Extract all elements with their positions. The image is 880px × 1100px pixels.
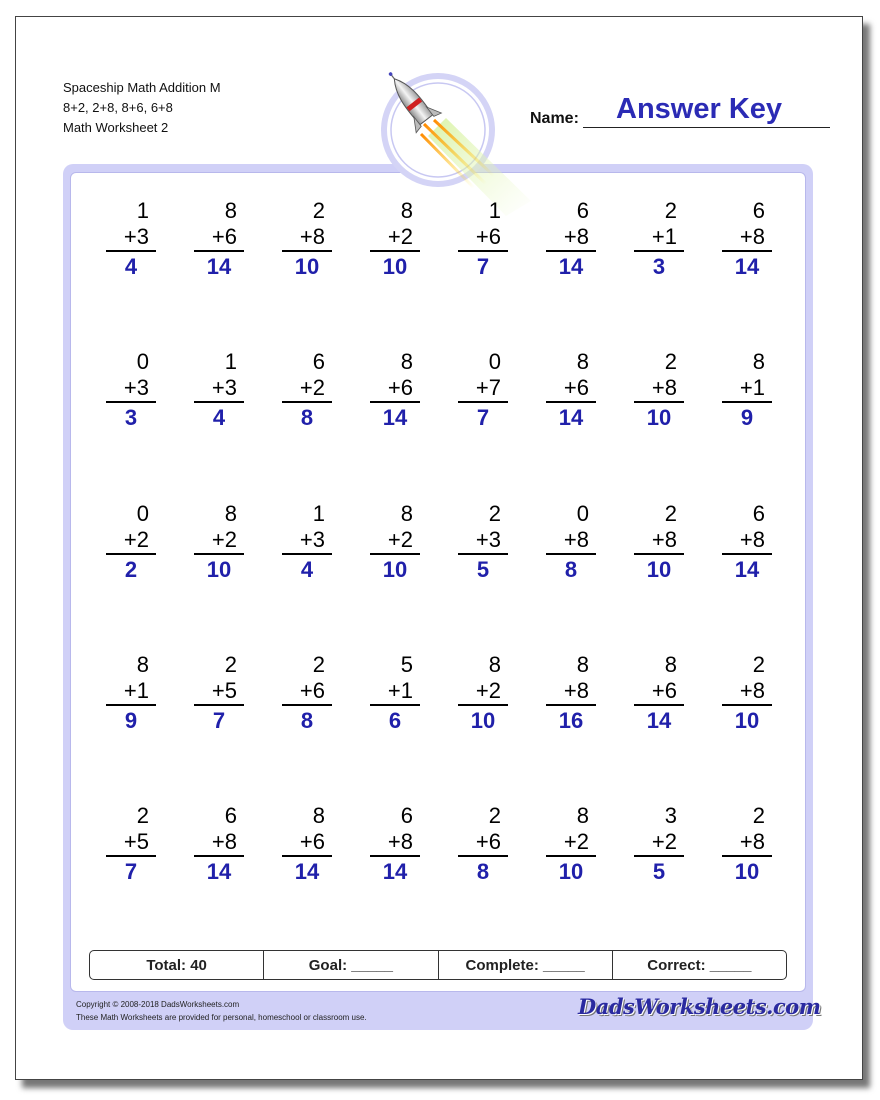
worksheet-header [63, 78, 221, 138]
problem-item [634, 803, 684, 887]
answer: 14 [294, 859, 320, 884]
addend-bottom: +8 [299, 224, 325, 249]
worksheet-number: Math Worksheet 2 [63, 120, 169, 135]
worksheet-title: Spaceship Math Addition M [63, 80, 221, 95]
addend-bottom: +8 [739, 829, 765, 854]
addend-bottom: +8 [651, 527, 677, 552]
problem-item [546, 803, 596, 887]
addend-bottom: +8 [563, 527, 589, 552]
addend-top: 8 [488, 652, 501, 677]
problem-item [458, 349, 508, 433]
problem-item [194, 349, 244, 433]
addend-bottom: +2 [387, 224, 413, 249]
addend-top: 0 [576, 501, 589, 526]
answer: 14 [646, 708, 672, 733]
problem-item [370, 501, 420, 585]
name-underline [583, 127, 830, 128]
addend-top: 3 [664, 803, 677, 828]
addend-bottom: +3 [211, 375, 237, 400]
answer: 3 [652, 254, 666, 279]
addend-bottom: +8 [563, 224, 589, 249]
problem-item [722, 803, 772, 887]
problem-item [282, 803, 332, 887]
addend-bottom: +6 [475, 224, 501, 249]
addend-top: 1 [312, 501, 325, 526]
addend-bottom: +2 [123, 527, 149, 552]
addend-top: 6 [576, 198, 589, 223]
problem-item [282, 349, 332, 433]
problem-item [370, 198, 420, 282]
addend-top: 6 [312, 349, 325, 374]
answer: 14 [558, 254, 584, 279]
problem-item [370, 803, 420, 887]
addend-top: 0 [136, 349, 149, 374]
worksheet-facts: 8+2, 2+8, 8+6, 6+8 [63, 100, 173, 115]
addend-bottom: +1 [651, 224, 677, 249]
addend-bottom: +6 [299, 829, 325, 854]
answer: 10 [206, 557, 232, 582]
addend-bottom: +3 [123, 224, 149, 249]
addend-top: 8 [752, 349, 765, 374]
addend-top: 2 [312, 198, 325, 223]
addend-top: 8 [224, 501, 237, 526]
problem-item [282, 652, 332, 736]
addend-bottom: +3 [475, 527, 501, 552]
problem-item [722, 349, 772, 433]
answer: 7 [212, 708, 226, 733]
answer: 8 [300, 708, 314, 733]
problem-item [370, 349, 420, 433]
addend-top: 8 [400, 198, 413, 223]
answer: 2 [124, 557, 138, 582]
answer: 10 [382, 254, 408, 279]
addend-bottom: +6 [651, 678, 677, 703]
addend-top: 2 [488, 501, 501, 526]
problem-item [106, 198, 156, 282]
addend-bottom: +2 [651, 829, 677, 854]
problem-item [194, 198, 244, 282]
addend-bottom: +8 [211, 829, 237, 854]
addend-bottom: +3 [123, 375, 149, 400]
answer: 10 [646, 405, 672, 430]
addend-bottom: +6 [475, 829, 501, 854]
answer: 6 [388, 708, 402, 733]
answer: 7 [124, 859, 138, 884]
problem-item [370, 652, 420, 736]
answer: 3 [124, 405, 138, 430]
answer: 14 [206, 859, 232, 884]
addend-bottom: +6 [211, 224, 237, 249]
problem-item [458, 803, 508, 887]
addend-bottom: +8 [739, 224, 765, 249]
addend-top: 2 [312, 652, 325, 677]
score-bar [89, 950, 787, 980]
addend-bottom: +8 [563, 678, 589, 703]
answer: 9 [124, 708, 138, 733]
addend-top: 8 [664, 652, 677, 677]
addend-top: 2 [664, 198, 677, 223]
copyright-notice [76, 998, 367, 1024]
answer: 10 [382, 557, 408, 582]
addend-top: 8 [576, 349, 589, 374]
problem-item [458, 501, 508, 585]
answer-key-text: Answer Key [616, 93, 783, 125]
addend-top: 8 [576, 652, 589, 677]
problem-item [634, 349, 684, 433]
answer: 8 [300, 405, 314, 430]
answer: 10 [734, 859, 760, 884]
addend-top: 2 [224, 652, 237, 677]
addend-top: 2 [752, 652, 765, 677]
addend-bottom: +5 [123, 829, 149, 854]
addend-top: 8 [576, 803, 589, 828]
problem-item [106, 803, 156, 887]
answer: 4 [212, 405, 226, 430]
answer: 9 [740, 405, 754, 430]
problem-item [546, 652, 596, 736]
problem-item [458, 198, 508, 282]
addend-bottom: +8 [387, 829, 413, 854]
problem-item [106, 501, 156, 585]
usage-notice: These Math Worksheets are provided for personal, homeschool or classroom use. [76, 1013, 367, 1022]
problem-item [634, 198, 684, 282]
total-cell: Total: 40 [90, 951, 264, 979]
problem-item [722, 652, 772, 736]
addend-bottom: +1 [123, 678, 149, 703]
problem-item [194, 652, 244, 736]
answer: 14 [382, 859, 408, 884]
problem-item [546, 501, 596, 585]
addend-bottom: +6 [563, 375, 589, 400]
addend-top: 6 [400, 803, 413, 828]
answer: 14 [206, 254, 232, 279]
addend-bottom: +2 [299, 375, 325, 400]
answer: 10 [646, 557, 672, 582]
answer: 14 [734, 557, 760, 582]
addend-top: 2 [488, 803, 501, 828]
problem-item [722, 501, 772, 585]
problem-item [194, 803, 244, 887]
addend-bottom: +8 [739, 527, 765, 552]
answer: 4 [300, 557, 314, 582]
goal-cell: Goal: _____ [264, 951, 438, 979]
answer: 14 [382, 405, 408, 430]
addend-bottom: +5 [211, 678, 237, 703]
answer: 14 [734, 254, 760, 279]
problem-item [282, 501, 332, 585]
problem-item [194, 501, 244, 585]
addend-top: 8 [400, 501, 413, 526]
addend-bottom: +1 [387, 678, 413, 703]
addend-bottom: +2 [563, 829, 589, 854]
answer: 10 [558, 859, 584, 884]
addend-top: 8 [136, 652, 149, 677]
addend-top: 6 [752, 501, 765, 526]
name-label: Name: [530, 110, 579, 127]
addend-top: 8 [224, 198, 237, 223]
addend-top: 6 [224, 803, 237, 828]
answer: 10 [470, 708, 496, 733]
addend-bottom: +1 [739, 375, 765, 400]
answer: 4 [124, 254, 138, 279]
addend-top: 1 [488, 198, 501, 223]
addend-top: 0 [136, 501, 149, 526]
problem-item [546, 198, 596, 282]
problem-item [106, 349, 156, 433]
complete-cell: Complete: _____ [439, 951, 613, 979]
addend-bottom: +2 [211, 527, 237, 552]
addend-top: 0 [488, 349, 501, 374]
answer: 7 [476, 405, 490, 430]
addend-top: 5 [400, 652, 413, 677]
addend-bottom: +2 [475, 678, 501, 703]
problem-item [458, 652, 508, 736]
site-logo: DadsWorksheets.com [578, 994, 821, 1019]
answer: 5 [476, 557, 490, 582]
addend-bottom: +7 [475, 375, 501, 400]
addend-bottom: +8 [739, 678, 765, 703]
problem-item [546, 349, 596, 433]
problem-item [282, 198, 332, 282]
copyright-text: Copyright © 2008-2018 DadsWorksheets.com [76, 1000, 240, 1009]
problem-item [106, 652, 156, 736]
problem-item [634, 652, 684, 736]
addend-bottom: +6 [299, 678, 325, 703]
answer: 10 [294, 254, 320, 279]
addend-bottom: +6 [387, 375, 413, 400]
addend-top: 1 [136, 198, 149, 223]
answer: 14 [558, 405, 584, 430]
addend-top: 8 [400, 349, 413, 374]
answer: 16 [558, 708, 584, 733]
addend-top: 2 [664, 349, 677, 374]
addend-bottom: +2 [387, 527, 413, 552]
problem-item [634, 501, 684, 585]
addend-top: 8 [312, 803, 325, 828]
addend-bottom: +8 [651, 375, 677, 400]
addend-top: 1 [224, 349, 237, 374]
answer: 8 [476, 859, 490, 884]
answer: 5 [652, 859, 666, 884]
addend-top: 6 [752, 198, 765, 223]
problem-area [70, 172, 806, 992]
addend-top: 2 [752, 803, 765, 828]
answer: 10 [734, 708, 760, 733]
addend-bottom: +3 [299, 527, 325, 552]
name-field [530, 90, 830, 128]
answer: 8 [564, 557, 578, 582]
addend-top: 2 [664, 501, 677, 526]
answer: 7 [476, 254, 490, 279]
correct-cell: Correct: _____ [647, 956, 752, 974]
problem-item [722, 198, 772, 282]
addend-top: 2 [136, 803, 149, 828]
